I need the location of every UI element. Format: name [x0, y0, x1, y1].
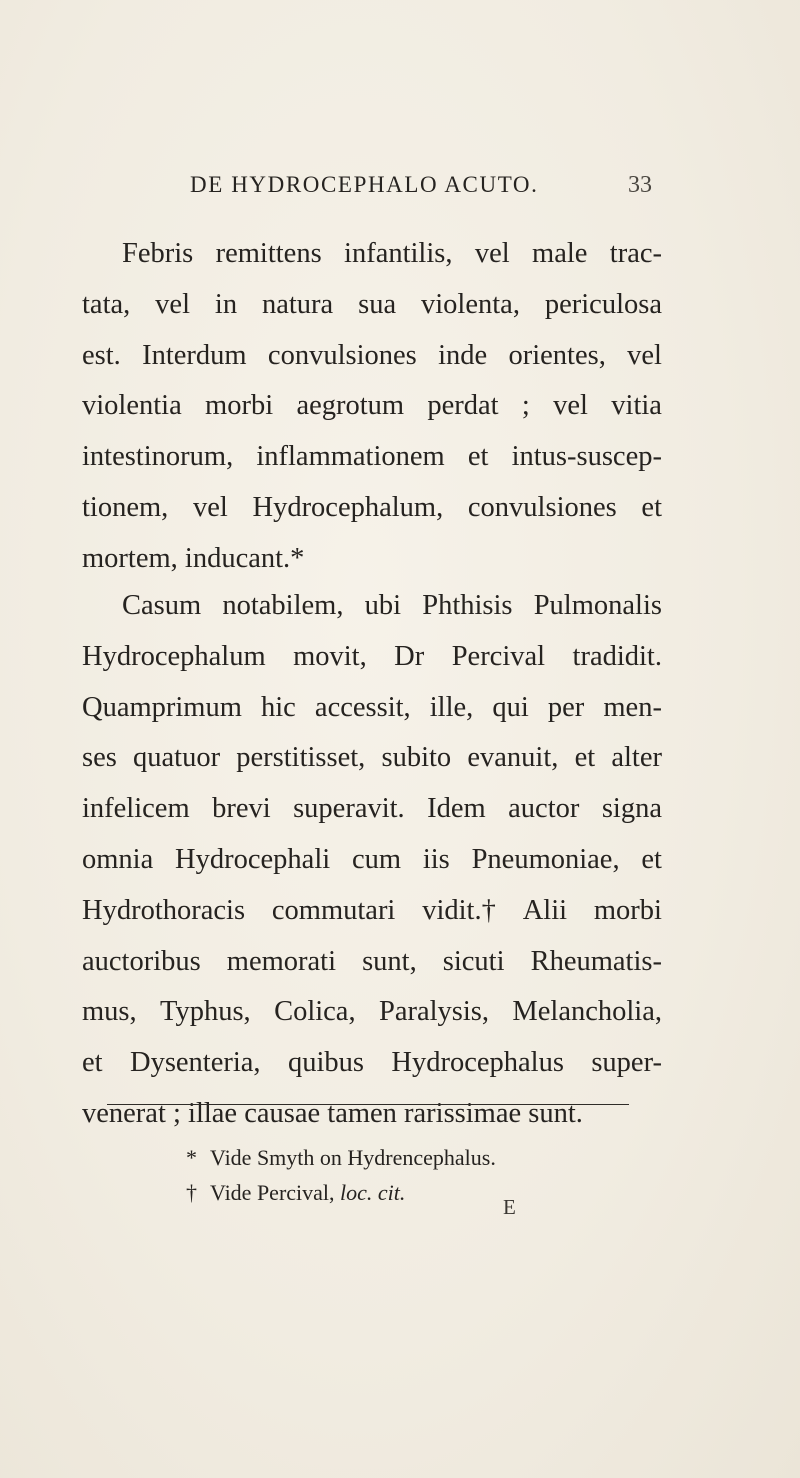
word: omnia [82, 843, 154, 875]
word: vel [553, 390, 588, 422]
text-line [82, 331, 662, 382]
word: intus-suscep- [511, 441, 662, 473]
word: movit, [293, 640, 367, 672]
word: Pneumoniae, [471, 843, 620, 875]
word: et [467, 441, 489, 473]
word: trac- [609, 238, 662, 269]
word: orientes, [508, 339, 606, 371]
word: Dysenteria, [129, 1047, 261, 1079]
text-line [82, 632, 662, 683]
text-line [82, 1038, 662, 1089]
word: sicuti [442, 945, 505, 977]
word: perdat [427, 390, 499, 422]
word: et [574, 742, 596, 774]
footnote-text: Vide Percival, [210, 1180, 341, 1205]
word: inde [438, 339, 488, 371]
word: qui [492, 691, 529, 723]
word: Pulmonalis [533, 590, 662, 621]
word: ; [521, 390, 530, 422]
text-line [82, 835, 662, 886]
word: auctoribus [82, 945, 201, 977]
word: memorati [226, 945, 336, 977]
text-line [82, 784, 662, 835]
word: iis [422, 843, 450, 875]
word: violentia [82, 390, 182, 422]
word: brevi [212, 793, 271, 825]
word: infelicem [82, 793, 190, 825]
word: Hydrocephalum [82, 640, 266, 672]
paragraph-1 [82, 229, 662, 585]
word: Dr [394, 640, 425, 672]
text-line [82, 432, 662, 483]
word: per [547, 691, 585, 723]
word: Idem [427, 793, 486, 825]
word: vel [155, 288, 190, 320]
word: vel [192, 491, 228, 523]
footnote-mark: † [186, 1180, 197, 1205]
word: natura [261, 288, 334, 320]
footnote-1 [186, 1140, 496, 1175]
word: Melancholia, [512, 996, 662, 1028]
text-line [82, 229, 662, 280]
word: convulsiones [467, 491, 617, 523]
word: Hydrocephalus [391, 1047, 564, 1079]
word: tionem, [82, 491, 169, 523]
word: mus, [82, 996, 137, 1028]
word: sunt, [362, 945, 417, 977]
text-line [82, 886, 662, 937]
word: infantilis, [344, 238, 453, 269]
footnote-text: Vide Smyth on Hydrencephalus. [210, 1145, 496, 1170]
word: morbi [593, 894, 662, 926]
word: et [641, 843, 662, 875]
word: Hydrothoracis [82, 894, 246, 926]
word: cum [351, 843, 402, 875]
word: ubi [364, 590, 402, 621]
word: Percival [451, 640, 546, 672]
word: notabilem, [222, 590, 344, 621]
word: intestinorum, [82, 441, 234, 473]
footnote-citation: loc. cit. [340, 1180, 406, 1205]
page-header [0, 172, 800, 208]
word: convulsiones [267, 339, 417, 371]
footnote-mark: * [186, 1145, 197, 1170]
word: vidit.† [422, 894, 496, 926]
word: perstitisset, [236, 742, 366, 774]
word: Febris [122, 238, 194, 269]
word: ille, [429, 691, 474, 723]
word: hic [261, 691, 296, 723]
word: remittens [215, 238, 322, 269]
text-line: venerat ; illae causae tamen rarissimae sunt. [82, 1097, 583, 1129]
word: accessit, [314, 691, 411, 723]
word: violenta, [421, 288, 520, 320]
word: inflammationem [256, 441, 445, 473]
text-line [82, 937, 662, 988]
footnotes [186, 1140, 496, 1210]
running-head: DE HYDROCEPHALO ACUTO. [190, 172, 539, 197]
word: vitia [611, 390, 662, 422]
word: vel [627, 339, 662, 371]
word: et [641, 491, 662, 523]
word: alter [611, 742, 662, 774]
word: Alii [522, 894, 568, 926]
word: Quamprimum [82, 691, 242, 723]
word: commutari [271, 894, 396, 926]
text-line [82, 733, 662, 784]
word: tradidit. [572, 640, 662, 672]
word: subito [381, 742, 452, 774]
word: morbi [205, 390, 274, 422]
paragraph-2 [82, 581, 662, 1140]
word: Colica, [274, 996, 356, 1028]
text-line [82, 280, 662, 331]
word: superavit. [293, 793, 405, 825]
word: auctor [508, 793, 580, 825]
word: male [532, 238, 588, 269]
word: aegrotum [296, 390, 405, 422]
text-line [82, 381, 662, 432]
word: est. [82, 339, 121, 371]
word: Paralysis, [378, 996, 490, 1028]
word: periculosa [544, 288, 662, 320]
word: in [214, 288, 238, 320]
word: tata, [82, 288, 131, 320]
word: Casum [122, 590, 202, 621]
word: Hydrocephali [175, 843, 331, 875]
text-line: mortem, inducant.* [82, 542, 305, 574]
footnote-divider [107, 1104, 629, 1105]
word: sua [358, 288, 397, 320]
word: Hydrocephalum, [252, 491, 444, 523]
signature-mark: E [503, 1195, 516, 1219]
text-line [82, 581, 662, 632]
word: Interdum [142, 339, 247, 371]
word: quatuor [133, 742, 221, 774]
word: ses [82, 742, 117, 774]
text-line [82, 683, 662, 734]
word: evanuit, [467, 742, 559, 774]
word: Phthisis [422, 590, 513, 621]
word: et [82, 1047, 103, 1079]
word: Rheumatis- [530, 945, 662, 977]
text-line [82, 987, 662, 1038]
page-number: 33 [628, 172, 652, 198]
word: quibus [287, 1047, 364, 1079]
word: men- [603, 691, 662, 723]
word: super- [591, 1047, 662, 1079]
word: signa [601, 793, 662, 825]
word: Typhus, [160, 996, 251, 1028]
word: vel [474, 238, 510, 269]
text-line [82, 483, 662, 534]
footnote-2 [186, 1175, 496, 1210]
